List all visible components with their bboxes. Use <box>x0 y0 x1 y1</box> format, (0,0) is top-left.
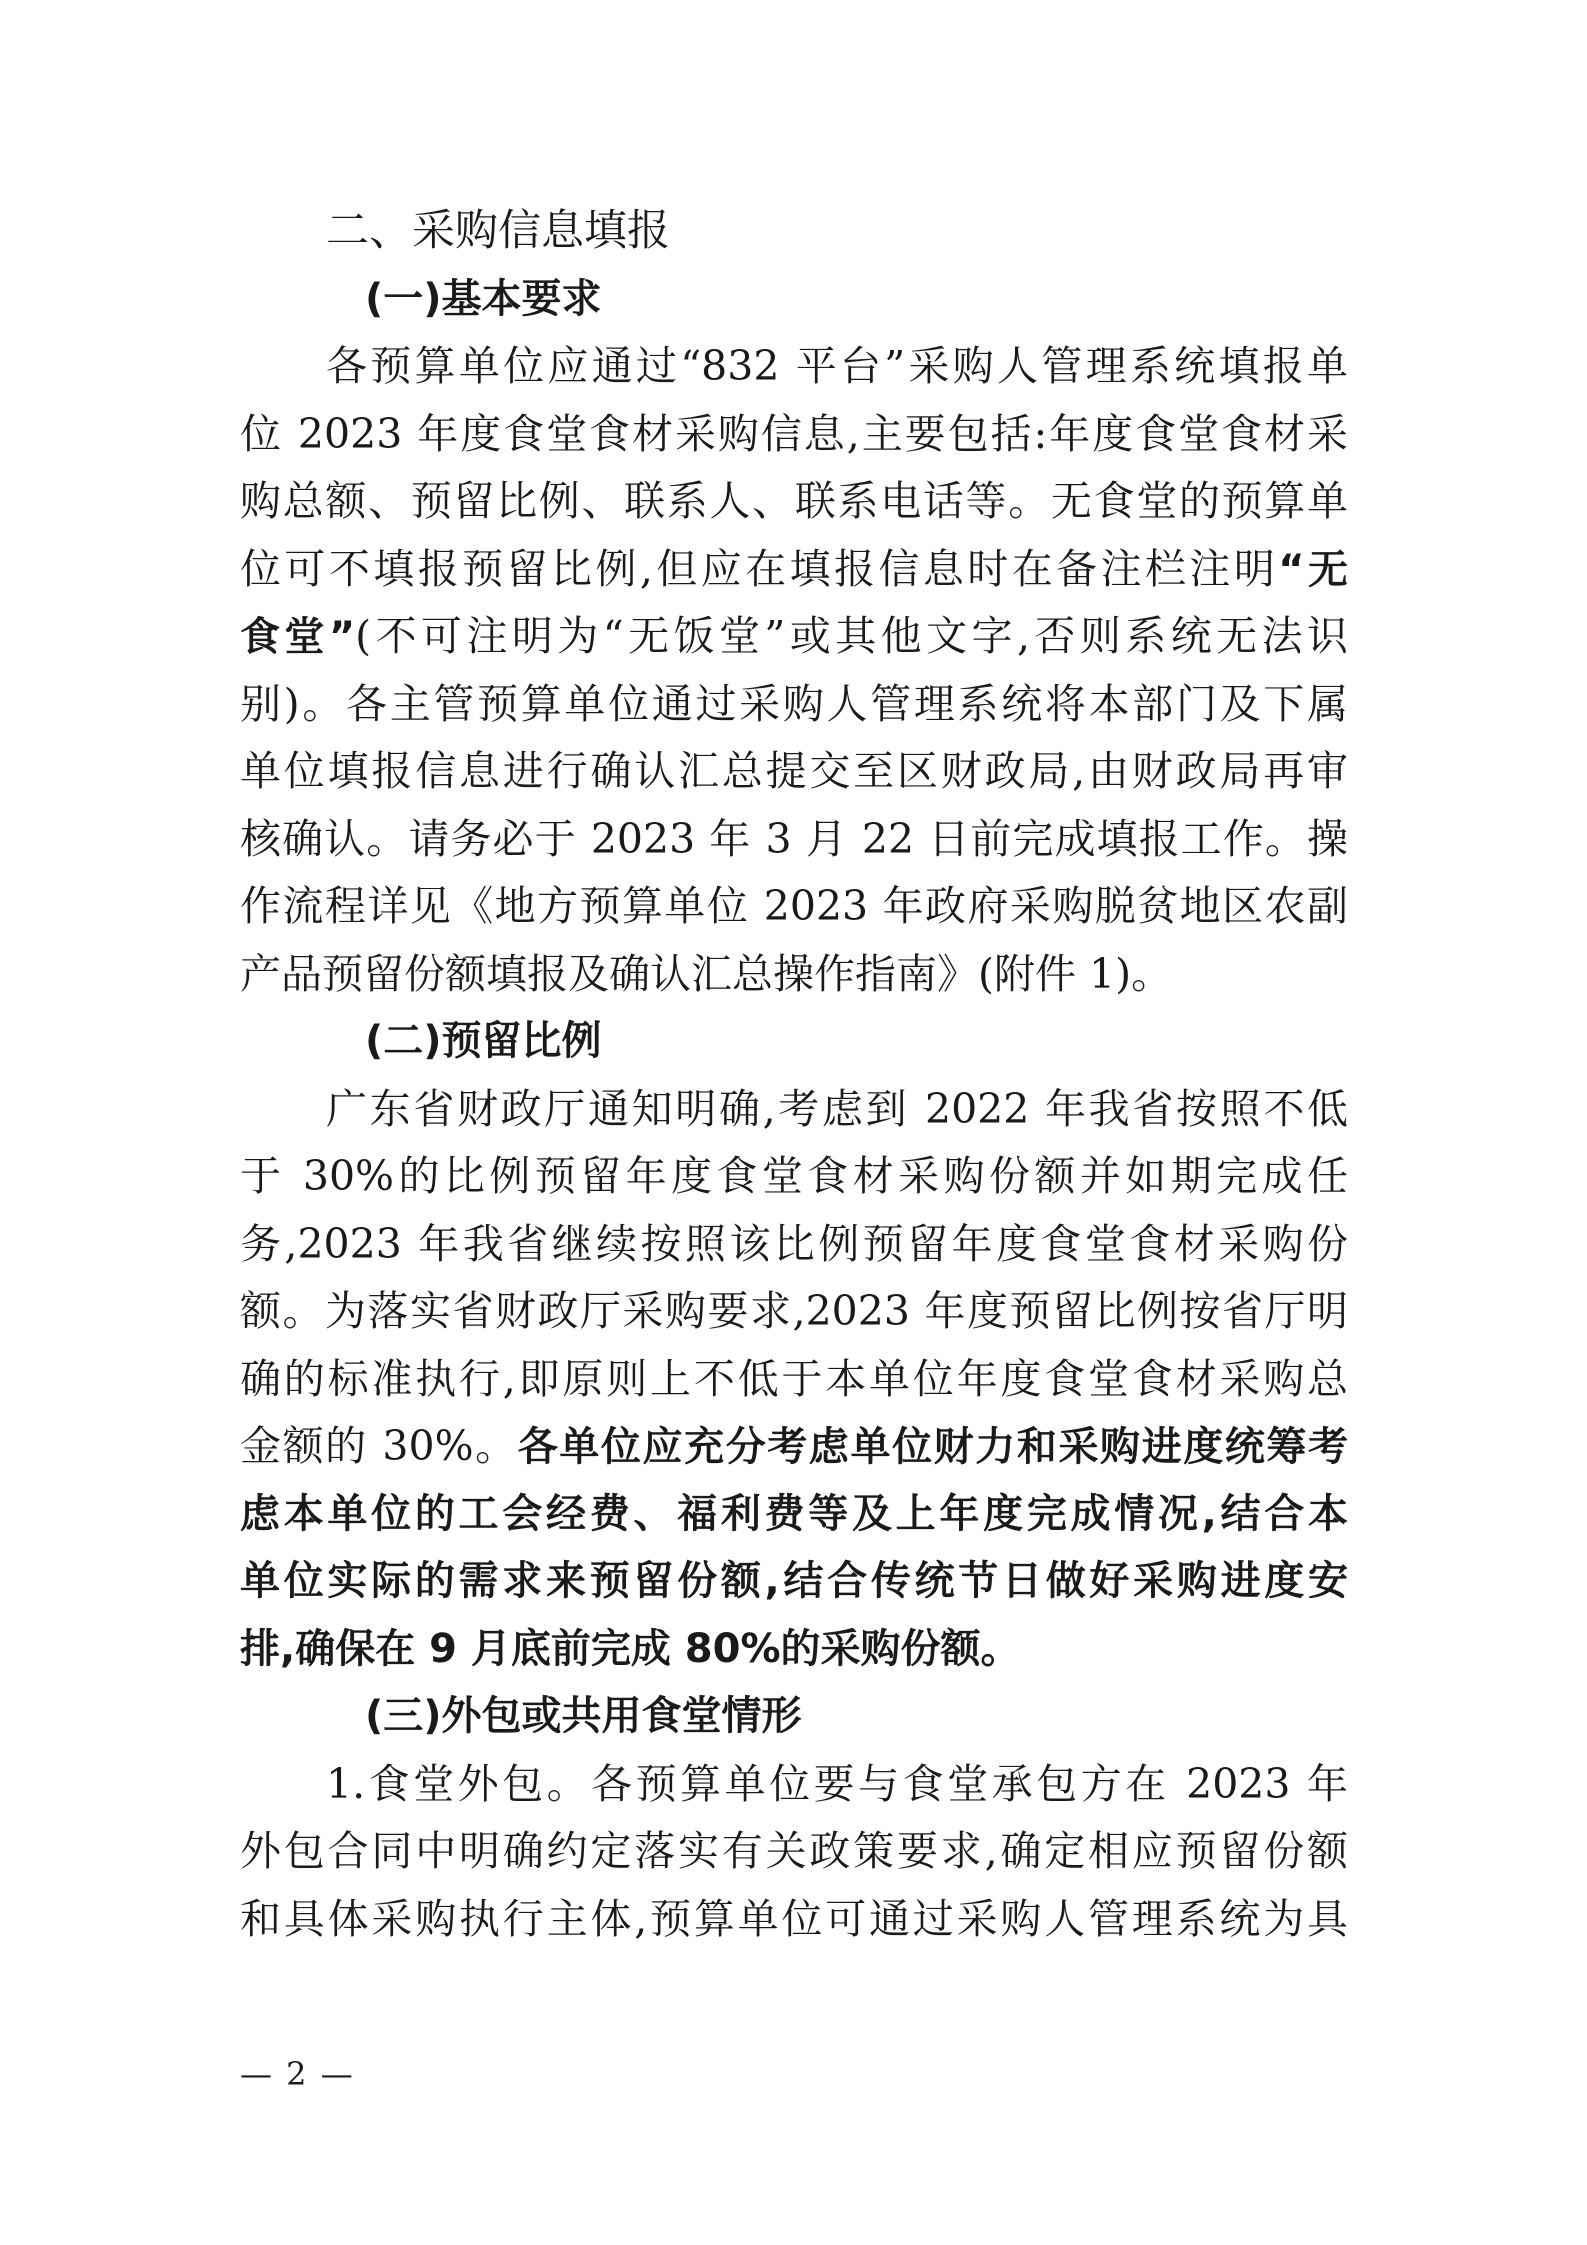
bold-paragraph-line: 虑本单位的工会经费、福利费等及上年度完成情况,结合本 <box>240 1490 1348 1537</box>
paragraph-text: 位可不填报预留比例,但应在填报信息时在备注栏注明 <box>240 544 1279 593</box>
page-number: — 2 — <box>240 2055 355 2093</box>
subsection-title-ratio: (二)预留比例 <box>365 1018 602 1064</box>
paragraph-line: 额。为落实省财政厅采购要求,2023 年度预留比例按省厅明 <box>240 1287 1348 1335</box>
bold-emphasis: 食堂” <box>240 614 356 660</box>
paragraph-line: 各预算单位应通过“832 平台”采购人管理系统填报单 <box>326 342 1348 390</box>
paragraph-text: 金额的 30%。 <box>240 1422 518 1470</box>
paragraph-line: 和具体采购执行主体,预算单位可通过采购人管理系统为具 <box>240 1894 1348 1943</box>
paragraph-line: 广东省财政厅通知明确,考虑到 2022 年我省按照不低 <box>326 1084 1348 1133</box>
paragraph-line: 核确认。请务必于 2023 年 3 月 22 日前完成填报工作。操 <box>240 814 1348 863</box>
paragraph-line: 1.食堂外包。各预算单位要与食堂承包方在 2023 年 <box>326 1759 1348 1808</box>
bold-paragraph-line: 排,确保在 9 月底前完成 80%的采购份额。 <box>240 1625 1021 1672</box>
paragraph-line: 位 2023 年度食堂食材采购信息,主要包括:年度食堂食材采 <box>240 409 1348 458</box>
paragraph-line <box>240 1413 1348 1481</box>
paragraph-line: 确的标准执行,即原则上不低于本单位年度食堂食材采购总 <box>240 1354 1348 1403</box>
paragraph-line: 作流程详见《地方预算单位 2023 年政府采购脱贫地区农副 <box>240 882 1348 930</box>
document-body <box>240 198 1348 1953</box>
paragraph-line: 于 30%的比例预留年度食堂食材采购份额并如期完成任 <box>240 1152 1348 1200</box>
bold-emphasis: “无 <box>1278 546 1348 593</box>
paragraph-line <box>240 603 1348 671</box>
paragraph-line: 别)。各主管预算单位通过采购人管理系统将本部门及下属 <box>240 679 1348 728</box>
subsection-title-basic: (一)基本要求 <box>365 275 602 322</box>
section-heading: 二、采购信息填报 <box>326 206 670 256</box>
paragraph-line: 务,2023 年我省继续按照该比例预留年度食堂食材采购份 <box>240 1219 1348 1268</box>
paragraph-text: (不可注明为“无饭堂”或其他文字,否则系统无法识 <box>355 612 1348 660</box>
subsection-title-outsourcing: (三)外包或共用食堂情形 <box>365 1693 802 1739</box>
paragraph-line: 单位填报信息进行确认汇总提交至区财政局,由财政局再审 <box>240 747 1348 795</box>
paragraph-line: 外包合同中明确约定落实有关政策要求,确定相应预留份额 <box>240 1827 1348 1875</box>
paragraph-line: 购总额、预留比例、联系人、联系电话等。无食堂的预算单 <box>240 477 1348 525</box>
paragraph-line <box>240 536 1348 604</box>
bold-emphasis: 各单位应充分考虑单位财力和采购进度统筹考 <box>517 1424 1348 1470</box>
bold-paragraph-line: 单位实际的需求来预留份额,结合传统节日做好采购进度安 <box>240 1558 1348 1604</box>
paragraph-line: 产品预留份额填报及确认汇总操作指南》(附件 1)。 <box>240 949 1173 998</box>
